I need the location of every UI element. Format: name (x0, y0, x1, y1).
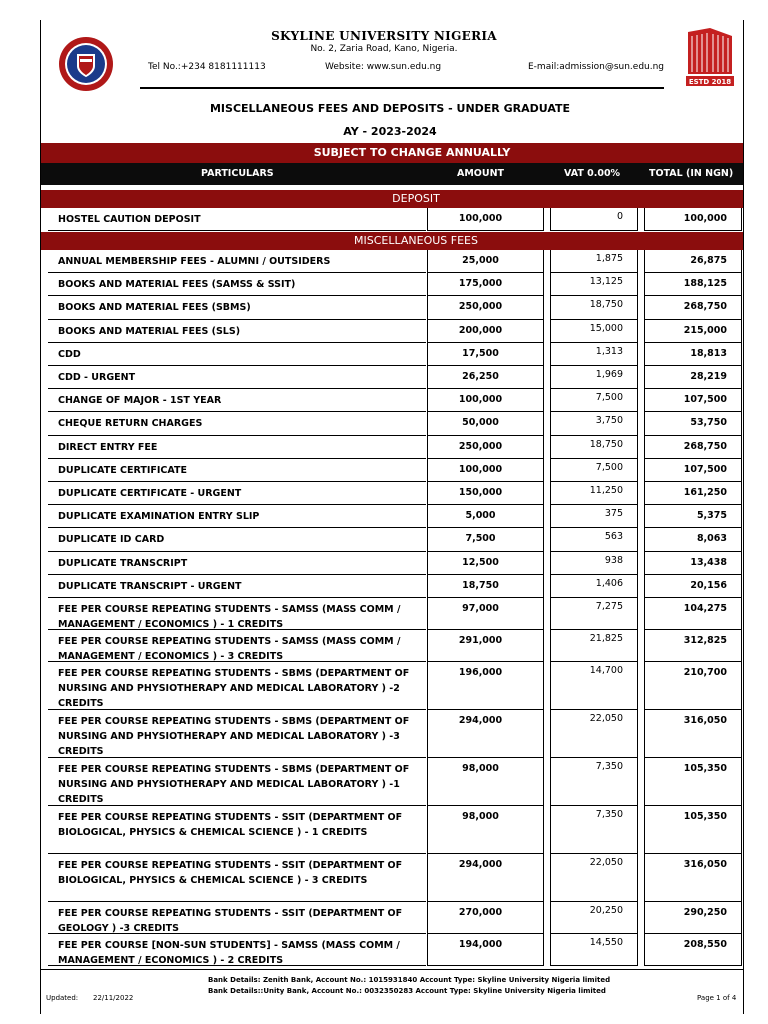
row-vat: 375 (550, 505, 638, 528)
row-particular: BOOKS AND MATERIAL FEES (SLS) (48, 320, 426, 343)
table-row (48, 459, 742, 482)
row-particular: FEE PER COURSE REPEATING STUDENTS - SBMS (DEPARTMENT OF NURSING AND PHYSIOTHERAPY AND MEDICAL LABORATORY ) -3 CREDITS (48, 710, 426, 758)
col-amount: AMOUNT (457, 168, 505, 179)
row-total: 210,700 (644, 662, 742, 710)
row-vat: 7,350 (550, 806, 638, 854)
table-row (48, 934, 742, 966)
row-vat: 563 (550, 528, 638, 551)
row-vat: 22,050 (550, 710, 638, 758)
row-vat: 0 (550, 208, 638, 231)
row-amount: 250,000 (427, 436, 544, 459)
row-vat: 14,550 (550, 934, 638, 966)
row-particular: DUPLICATE CERTIFICATE (48, 459, 426, 482)
row-amount: 150,000 (427, 482, 544, 505)
row-vat: 18,750 (550, 436, 638, 459)
row-total: 316,050 (644, 710, 742, 758)
row-particular: CDD - URGENT (48, 366, 426, 389)
row-total: 290,250 (644, 902, 742, 934)
table-row (48, 505, 742, 528)
row-amount: 98,000 (427, 806, 544, 854)
row-particular: HOSTEL CAUTION DEPOSIT (48, 208, 426, 231)
row-total: 208,550 (644, 934, 742, 966)
row-total: 268,750 (644, 436, 742, 459)
row-particular: DUPLICATE ID CARD (48, 528, 426, 551)
row-vat: 21,825 (550, 630, 638, 662)
row-particular: FEE PER COURSE REPEATING STUDENTS - SBMS (DEPARTMENT OF NURSING AND PHYSIOTHERAPY AND MEDICAL LABORATORY ) -1 CREDITS (48, 758, 426, 806)
table-row (48, 710, 742, 758)
col-particulars: PARTICULARS (201, 168, 274, 179)
row-vat: 7,350 (550, 758, 638, 806)
row-amount: 270,000 (427, 902, 544, 934)
row-total: 268,750 (644, 296, 742, 319)
row-particular: DUPLICATE CERTIFICATE - URGENT (48, 482, 426, 505)
bank-details-zenith: Bank Details: Zenith Bank, Account No.: 1015931840 Account Type: Skyline University Nigeria limited (208, 976, 611, 984)
row-total: 5,375 (644, 505, 742, 528)
row-vat: 938 (550, 552, 638, 575)
row-amount: 5,000 (427, 505, 544, 528)
row-amount: 25,000 (427, 250, 544, 273)
deposit-section-band (41, 190, 743, 208)
table-row (48, 208, 742, 231)
row-amount: 200,000 (427, 320, 544, 343)
row-total: 316,050 (644, 854, 742, 902)
row-amount: 100,000 (427, 389, 544, 412)
estd-label: ESTD 2018 (688, 78, 732, 86)
row-total: 104,275 (644, 598, 742, 630)
row-particular: FEE PER COURSE REPEATING STUDENTS - SSIT (DEPARTMENT OF GEOLOGY ) -3 CREDITS (48, 902, 426, 934)
table-row (48, 389, 742, 412)
row-particular: DIRECT ENTRY FEE (48, 436, 426, 459)
row-vat: 13,125 (550, 273, 638, 296)
row-particular: FEE PER COURSE [NON-SUN STUDENTS] - SAMSS (MASS COMM / MANAGEMENT / ECONOMICS ) - 2 CREDITS (48, 934, 426, 966)
table-row (48, 482, 742, 505)
row-particular: BOOKS AND MATERIAL FEES (SAMSS & SSIT) (48, 273, 426, 296)
row-total: 107,500 (644, 389, 742, 412)
table-row (48, 902, 742, 934)
row-amount: 97,000 (427, 598, 544, 630)
page-number: Page 1 of 4 (697, 994, 737, 1002)
telephone: Tel No.:+234 8181111113 (148, 62, 266, 72)
row-total: 13,438 (644, 552, 742, 575)
row-vat: 18,750 (550, 296, 638, 319)
row-total: 161,250 (644, 482, 742, 505)
row-amount: 100,000 (427, 208, 544, 231)
table-row (48, 806, 742, 854)
row-particular: CHEQUE RETURN CHARGES (48, 412, 426, 435)
row-amount: 100,000 (427, 459, 544, 482)
row-vat: 1,875 (550, 250, 638, 273)
row-particular: FEE PER COURSE REPEATING STUDENTS - SSIT (DEPARTMENT OF BIOLOGICAL, PHYSICS & CHEMICAL SCIENCE ) - 1 CREDITS (48, 806, 426, 854)
row-particular: ANNUAL MEMBERSHIP FEES - ALUMNI / OUTSIDERS (48, 250, 426, 273)
row-particular: BOOKS AND MATERIAL FEES (SBMS) (48, 296, 426, 319)
table-row (48, 296, 742, 319)
row-total: 28,219 (644, 366, 742, 389)
table-row (48, 250, 742, 273)
table-row (48, 320, 742, 343)
col-total: TOTAL (IN NGN) (649, 168, 734, 179)
table-row (48, 366, 742, 389)
row-particular: CHANGE OF MAJOR - 1ST YEAR (48, 389, 426, 412)
row-amount: 196,000 (427, 662, 544, 710)
row-particular: FEE PER COURSE REPEATING STUDENTS - SBMS (DEPARTMENT OF NURSING AND PHYSIOTHERAPY AND MEDICAL LABORATORY ) -2 CREDITS (48, 662, 426, 710)
row-total: 18,813 (644, 343, 742, 366)
table-row (48, 552, 742, 575)
row-vat: 1,969 (550, 366, 638, 389)
row-amount: 294,000 (427, 854, 544, 902)
row-amount: 18,750 (427, 575, 544, 598)
row-vat: 14,700 (550, 662, 638, 710)
email: E-mail:admission@sun.edu.ng (528, 62, 665, 72)
row-total: 107,500 (644, 459, 742, 482)
table-row (48, 436, 742, 459)
row-amount: 175,000 (427, 273, 544, 296)
row-amount: 7,500 (427, 528, 544, 551)
row-particular: DUPLICATE EXAMINATION ENTRY SLIP (48, 505, 426, 528)
col-vat: VAT 0.00% (564, 168, 621, 179)
updated-date: 22/11/2022 (93, 994, 134, 1002)
table-row (48, 598, 742, 630)
row-amount: 50,000 (427, 412, 544, 435)
website: Website: www.sun.edu.ng (325, 62, 442, 72)
university-address: No. 2, Zaria Road, Kano, Nigeria. (310, 44, 458, 54)
row-vat: 7,500 (550, 389, 638, 412)
row-amount: 291,000 (427, 630, 544, 662)
row-vat: 1,406 (550, 575, 638, 598)
row-vat: 20,250 (550, 902, 638, 934)
deposit-section-label: DEPOSIT (392, 192, 440, 205)
row-amount: 17,500 (427, 343, 544, 366)
row-particular: FEE PER COURSE REPEATING STUDENTS - SAMSS (MASS COMM / MANAGEMENT / ECONOMICS ) - 3 CREDITS (48, 630, 426, 662)
row-vat: 7,275 (550, 598, 638, 630)
row-vat: 15,000 (550, 320, 638, 343)
row-vat: 3,750 (550, 412, 638, 435)
subject-to-change-banner: SUBJECT TO CHANGE ANNUALLY (41, 143, 743, 163)
row-vat: 1,313 (550, 343, 638, 366)
table-row (48, 528, 742, 551)
row-particular: DUPLICATE TRANSCRIPT - URGENT (48, 575, 426, 598)
row-vat: 22,050 (550, 854, 638, 902)
row-amount: 294,000 (427, 710, 544, 758)
table-row (48, 412, 742, 435)
row-total: 53,750 (644, 412, 742, 435)
academic-year: AY - 2023-2024 (343, 125, 437, 138)
misc-section-band (41, 232, 743, 250)
table-row (48, 854, 742, 902)
row-total: 312,825 (644, 630, 742, 662)
row-total: 215,000 (644, 320, 742, 343)
bank-details-unity: Bank Details::Unity Bank, Account No.: 0032350283 Account Type: Skyline University Nigeria limited (208, 987, 606, 995)
misc-section-label: MISCELLANEOUS FEES (354, 234, 478, 247)
header-divider (140, 87, 664, 89)
row-total: 20,156 (644, 575, 742, 598)
table-row (48, 343, 742, 366)
column-header-row (41, 163, 743, 185)
row-amount: 98,000 (427, 758, 544, 806)
row-vat: 11,250 (550, 482, 638, 505)
row-total: 105,350 (644, 758, 742, 806)
row-amount: 26,250 (427, 366, 544, 389)
row-amount: 194,000 (427, 934, 544, 966)
row-total: 26,875 (644, 250, 742, 273)
row-total: 8,063 (644, 528, 742, 551)
footer-divider (41, 969, 743, 970)
row-total: 188,125 (644, 273, 742, 296)
table-row (48, 273, 742, 296)
row-particular: CDD (48, 343, 426, 366)
row-amount: 12,500 (427, 552, 544, 575)
row-particular: FEE PER COURSE REPEATING STUDENTS - SAMSS (MASS COMM / MANAGEMENT / ECONOMICS ) - 1 CREDITS (48, 598, 426, 630)
row-particular: DUPLICATE TRANSCRIPT (48, 552, 426, 575)
document-title: MISCELLANEOUS FEES AND DEPOSITS - UNDER GRADUATE (209, 102, 571, 115)
table-row (48, 630, 742, 662)
table-row (48, 575, 742, 598)
table-row (48, 758, 742, 806)
university-name: SKYLINE UNIVERSITY NIGERIA (271, 29, 497, 43)
row-particular: FEE PER COURSE REPEATING STUDENTS - SSIT (DEPARTMENT OF BIOLOGICAL, PHYSICS & CHEMICAL SCIENCE ) - 3 CREDITS (48, 854, 426, 902)
table-row (48, 662, 742, 710)
updated-label: Updated: (46, 994, 79, 1002)
row-vat: 7,500 (550, 459, 638, 482)
row-total: 105,350 (644, 806, 742, 854)
row-amount: 250,000 (427, 296, 544, 319)
row-total: 100,000 (644, 208, 742, 231)
